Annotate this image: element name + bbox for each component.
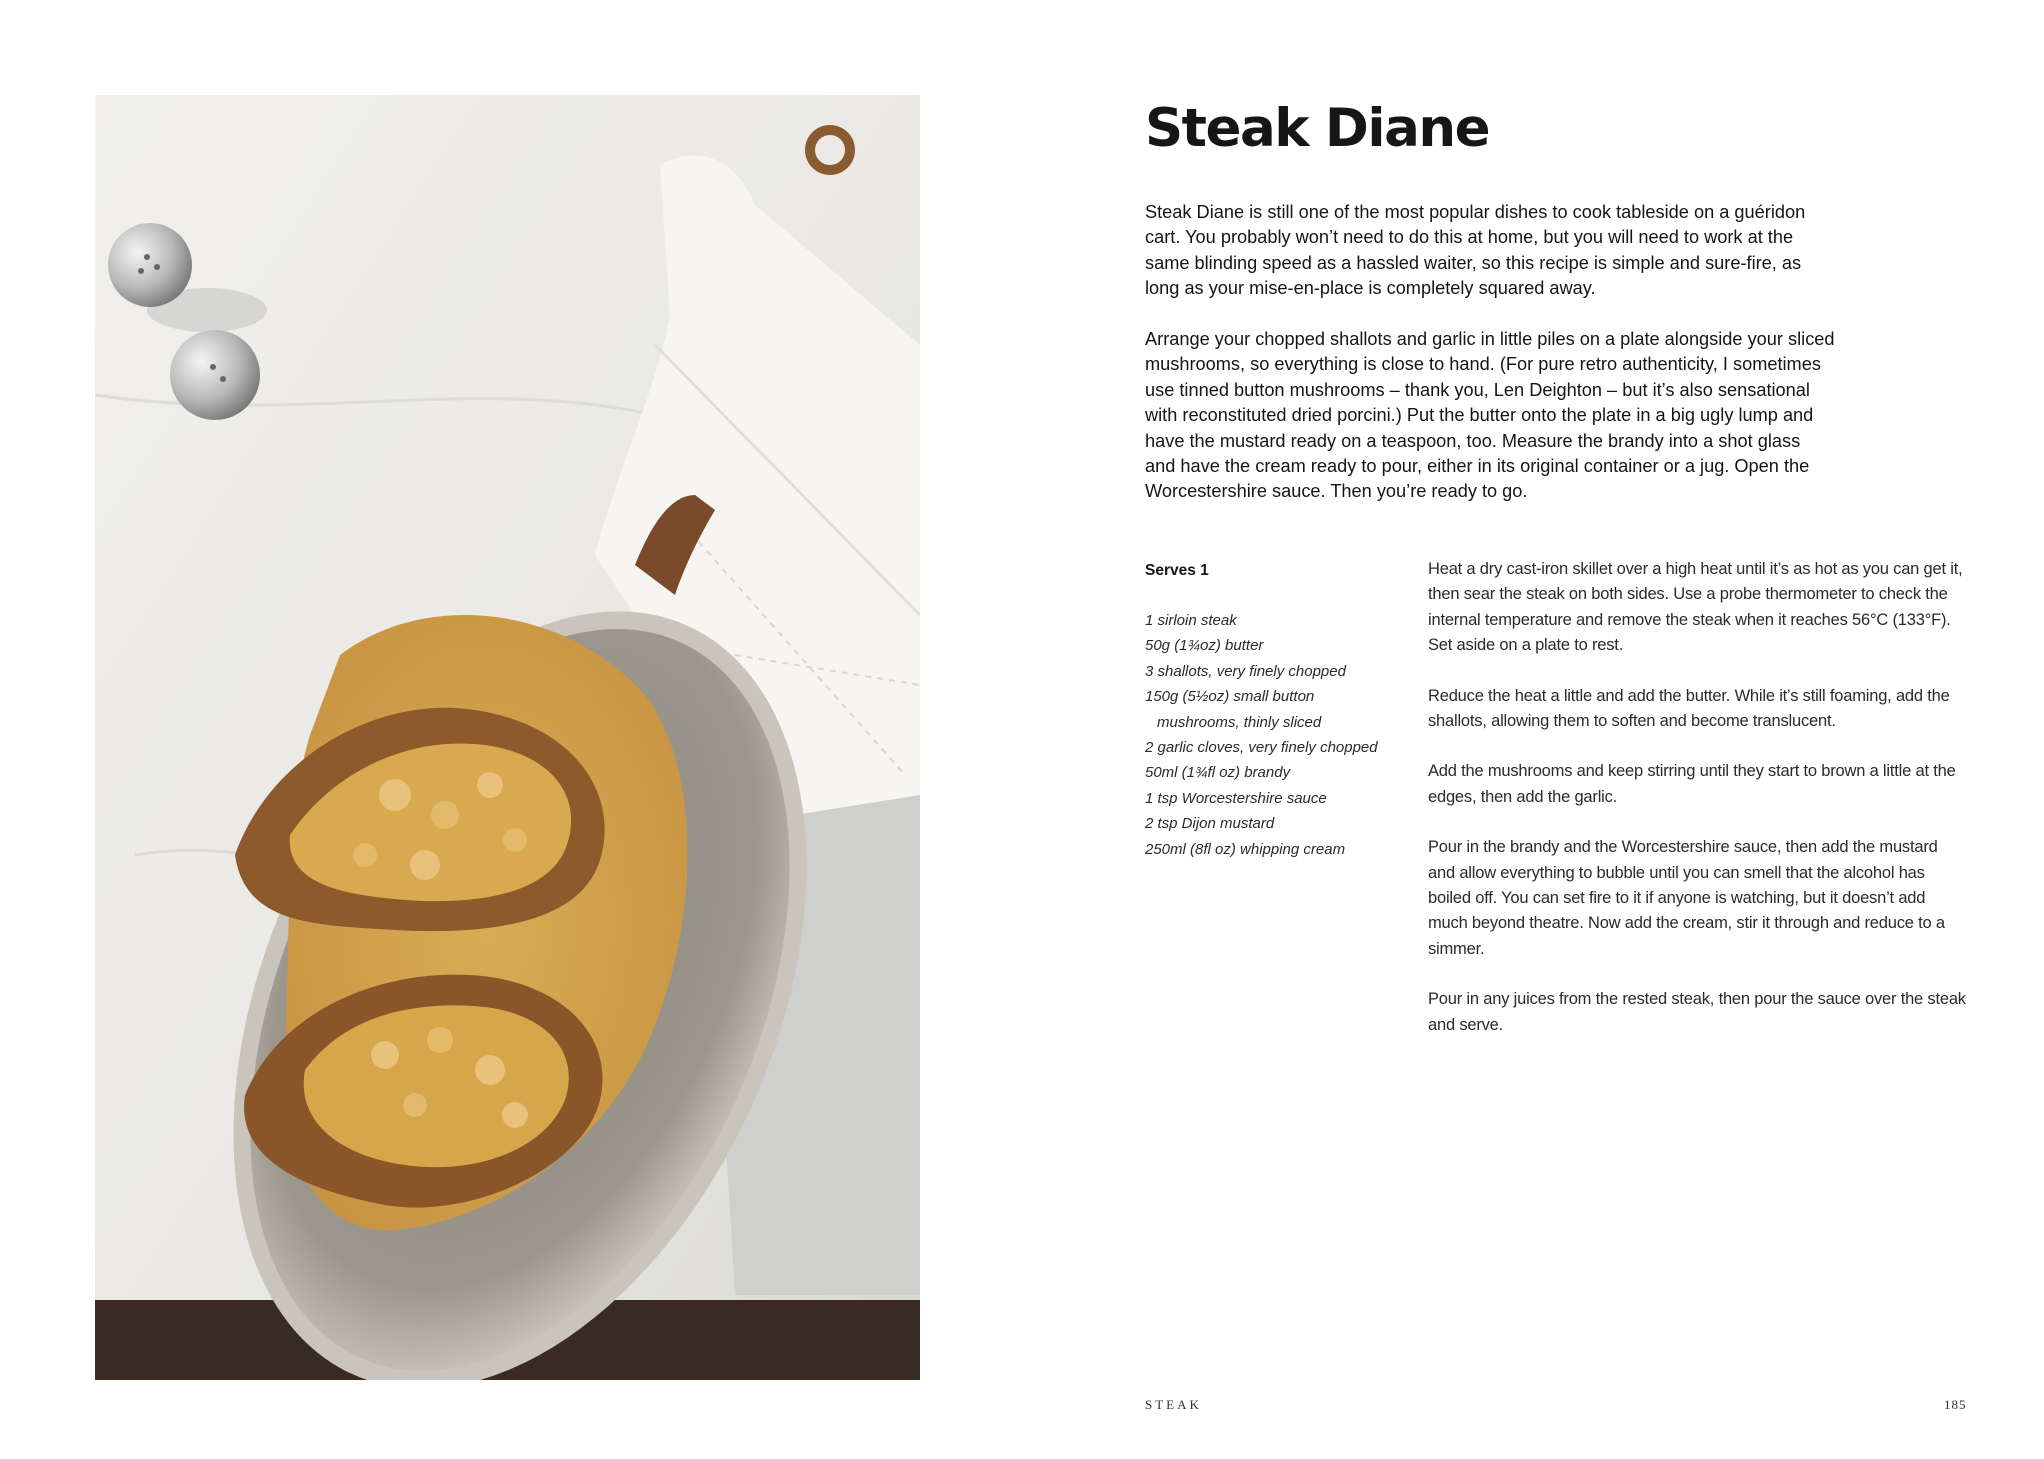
ingredients-list: [1145, 608, 1378, 862]
method-step: Heat a dry cast-iron skillet over a high heat until it’s as hot as you can get it, then sear the steak on both sides. Use a probe thermometer to check the internal temperature and remove the steak when it reaches 56°C (133°F). Set aside on a plate to rest.: [1428, 560, 1963, 655]
ingredient-item: 3 shallots, very finely chopped: [1145, 662, 1346, 680]
serves-label: Serves 1: [1145, 562, 1209, 579]
method-steps: [1428, 557, 1968, 1063]
method-step: Reduce the heat a little and add the butter. While it’s still foaming, add the shallots, allowing them to soften and become translucent.: [1428, 686, 1950, 731]
ingredient-item: 250ml (8fl oz) whipping cream: [1145, 840, 1346, 858]
method-step: Pour in any juices from the rested steak, then pour the sauce over the steak and serve.: [1428, 990, 1966, 1034]
ingredient-item: 150g (5½oz) small button: [1145, 688, 1315, 706]
intro-paragraph: Arrange your chopped shallots and garlic in little piles on a plate alongside your sliced mushrooms, so everything is close to hand. (For pure retro authenticity, I sometimes use tinned button mushrooms – thank you, Len Deighton – but it’s also sensational with reconstituted dried porcini.) Put the butter onto the plate in a big ugly lump and have the mustard ready on a teaspoon, too. Measure the brandy into a shot glass and have the cream ready to pour, either in its original container or a jug. Open the Worcestershire sauce. Then you’re ready to go.: [1145, 329, 1835, 502]
page-number: 185: [1944, 1397, 1967, 1412]
steak-diane-photo: [95, 95, 920, 1380]
method-step: Pour in the brandy and the Worcestershire sauce, then add the mustard and allow everything to bubble until you can smell that the alcohol has boiled off. You can set fire to it if anyone is watching, but it doesn’t add much beyond theatre. Now add the cream, stir it through and reduce to a simmer.: [1428, 838, 1945, 958]
ingredient-item: 1 tsp Worcestershire sauce: [1145, 789, 1327, 807]
recipe-title: Steak Diane: [1145, 98, 1490, 159]
running-head: STEAK: [1145, 1397, 1202, 1412]
intro-paragraph: Steak Diane is still one of the most popular dishes to cook tableside on a guéridon cart. You probably won’t need to do this at home, but you will need to work at the same blinding speed as a hassled waiter, so this recipe is simple and sure-fire, as long as your mise-en-place is completely squared away.: [1145, 202, 1806, 299]
ingredient-item: 2 garlic cloves, very finely chopped: [1145, 739, 1378, 757]
ingredient-item: 1 sirloin steak: [1145, 612, 1237, 629]
method-step: Add the mushrooms and keep stirring until they start to brown a little at the edges, then add the garlic.: [1428, 762, 1956, 806]
ingredient-item: mushrooms, thinly sliced: [1157, 713, 1322, 731]
ingredient-item: 50ml (1¾fl oz) brandy: [1145, 764, 1291, 782]
ingredient-item: 50g (1¾oz) butter: [1145, 637, 1264, 655]
photo-illustration: [95, 95, 920, 1380]
ingredient-item: 2 tsp Dijon mustard: [1145, 815, 1275, 833]
